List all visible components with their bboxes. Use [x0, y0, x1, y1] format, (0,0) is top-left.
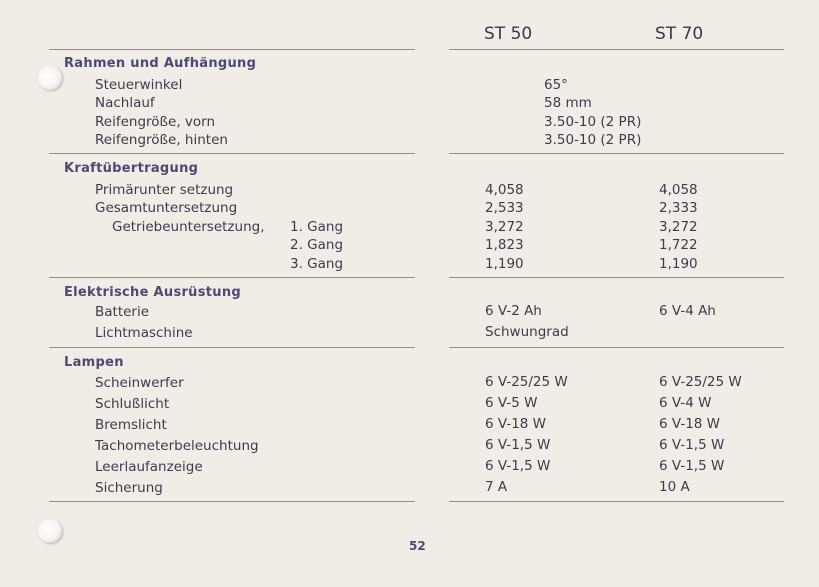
value-trail: 58 mm	[544, 95, 592, 111]
rule-bottom-left	[49, 501, 415, 502]
section-title-frame: Rahmen und Aufhängung	[64, 56, 257, 71]
value-battery-st70: 6 V-4 Ah	[659, 303, 716, 319]
value-primary-ratio-st70: 4,058	[659, 182, 698, 198]
label-neutral-indicator: Leerlaufanzeige	[95, 459, 203, 475]
section-title-drivetrain: Kraftübertragung	[64, 161, 199, 176]
value-gear2-st50: 1,823	[485, 237, 524, 253]
rule-drivetrain-right	[449, 153, 784, 154]
rule-lamps-right	[449, 347, 784, 348]
value-gear3-st50: 1,190	[485, 256, 524, 272]
label-fuse: Sicherung	[95, 480, 163, 496]
value-brake-light-st50: 6 V-18 W	[485, 416, 547, 432]
value-steering-angle: 65°	[544, 77, 568, 93]
value-tire-front: 3.50-10 (2 PR)	[544, 114, 642, 130]
column-header-st50: ST 50	[484, 24, 533, 44]
value-gear3-st70: 1,190	[659, 256, 698, 272]
rule-frame-left	[49, 49, 415, 50]
punch-hole-bottom	[38, 519, 62, 543]
value-speedo-light-st70: 6 V-1,5 W	[659, 437, 725, 453]
value-fuse-st70: 10 A	[659, 479, 690, 495]
section-title-lamps: Lampen	[64, 355, 124, 370]
label-tire-front: Reifengröße, vorn	[95, 114, 216, 130]
value-neutral-indicator-st50: 6 V-1,5 W	[485, 458, 551, 474]
label-steering-angle: Steuerwinkel	[95, 77, 183, 93]
rule-electrical-right	[449, 277, 784, 278]
label-tail-light: Schlußlicht	[95, 396, 170, 412]
rule-electrical-left	[49, 277, 415, 278]
value-neutral-indicator-st70: 6 V-1,5 W	[659, 458, 725, 474]
label-primary-ratio: Primärunter setzung	[95, 182, 234, 198]
value-overall-ratio-st50: 2,533	[485, 200, 524, 216]
label-overall-ratio: Gesamtuntersetzung	[95, 200, 238, 216]
rule-drivetrain-left	[49, 153, 415, 154]
label-generator: Lichtmaschine	[95, 325, 193, 341]
label-battery: Batterie	[95, 304, 150, 320]
value-headlight-st50: 6 V-25/25 W	[485, 374, 568, 390]
label-tire-rear: Reifengröße, hinten	[95, 132, 228, 148]
rule-frame-right	[449, 49, 784, 50]
rule-lamps-left	[49, 347, 415, 348]
value-fuse-st50: 7 A	[485, 479, 508, 495]
value-headlight-st70: 6 V-25/25 W	[659, 374, 742, 390]
value-speedo-light-st50: 6 V-1,5 W	[485, 437, 551, 453]
value-battery-st50: 6 V-2 Ah	[485, 303, 542, 319]
value-gear2-st70: 1,722	[659, 237, 698, 253]
value-gear1-st70: 3,272	[659, 219, 698, 235]
gear-3: 3. Gang	[290, 256, 344, 272]
value-tail-light-st70: 6 V-4 W	[659, 395, 712, 411]
label-brake-light: Bremslicht	[95, 417, 167, 433]
gear-1: 1. Gang	[290, 219, 344, 235]
label-gearbox-ratio: Getriebeuntersetzung,	[112, 219, 265, 235]
section-title-electrical: Elektrische Ausrüstung	[64, 285, 242, 300]
gear-2: 2. Gang	[290, 237, 344, 253]
value-tire-rear: 3.50-10 (2 PR)	[544, 132, 642, 148]
rule-bottom-right	[449, 501, 784, 502]
value-overall-ratio-st70: 2,333	[659, 200, 698, 216]
label-headlight: Scheinwerfer	[95, 375, 184, 391]
page-number: 52	[409, 539, 426, 553]
value-gear1-st50: 3,272	[485, 219, 524, 235]
column-header-st70: ST 70	[655, 24, 704, 44]
value-primary-ratio-st50: 4,058	[485, 182, 524, 198]
label-trail: Nachlauf	[95, 95, 155, 111]
value-tail-light-st50: 6 V-5 W	[485, 395, 538, 411]
value-brake-light-st70: 6 V-18 W	[659, 416, 721, 432]
punch-hole-top	[38, 66, 62, 90]
label-speedo-light: Tachometerbeleuchtung	[95, 438, 259, 454]
value-generator-st50: Schwungrad	[485, 324, 569, 340]
